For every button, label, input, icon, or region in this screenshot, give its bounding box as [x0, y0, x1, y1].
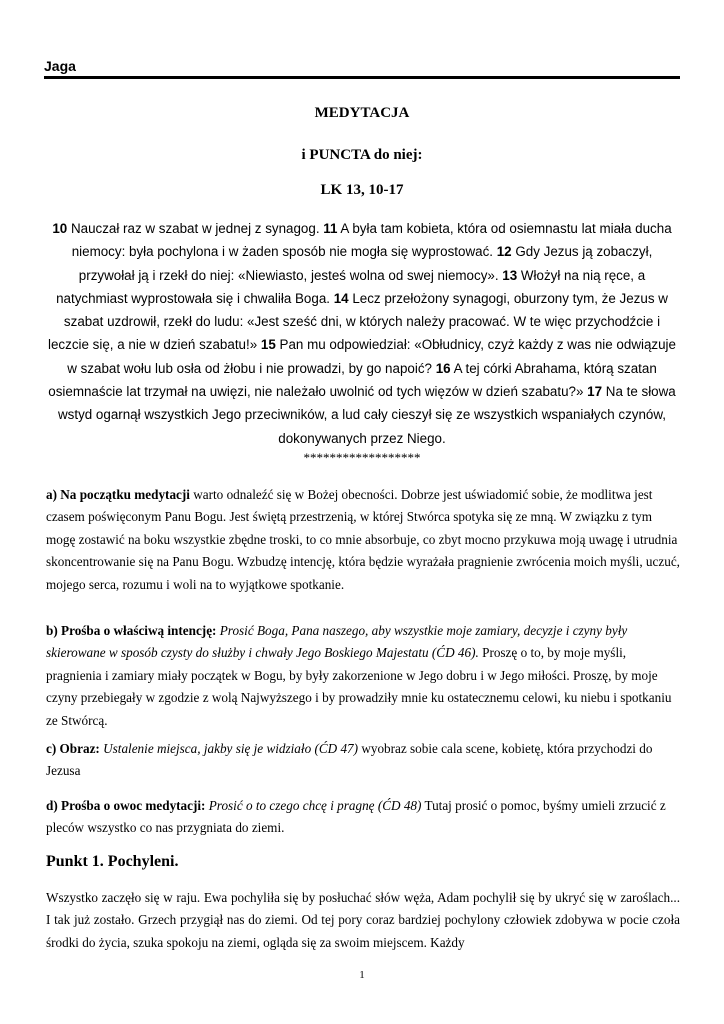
title-meditation: MEDYTACJA	[314, 105, 410, 121]
section-c-text: wyobraz sobie cala scene, kobietę, która przychodzi do Jezusa	[46, 741, 653, 779]
verse-text: Nauczał raz w szabat w jednej z synagog.	[67, 221, 324, 236]
section-c	[46, 738, 680, 783]
verse-text: Lecz przełożony synagogi, oburzony tym, że Jezus w szabat uzdrowił, rzekł do ludu: «Jest sześć dni, w których należy pracować. W te więc przychodźcie i leczcie się, a nie w dzień szabatu!»	[48, 290, 668, 353]
section-b	[46, 620, 680, 732]
scripture-passage	[42, 217, 682, 450]
verse-number: 12	[496, 244, 512, 260]
section-b-text: Proszę o to, by moje myśli, pragnienia i zamiary miały początek w Bogu, by były zakorzenione w Jego dobru i w Jego miłości. Proszę, by moje czyny przebiegały w zgodzie z wolą Najwyższego i by prowadziły mnie ku ostatecznemu celowi, ku niebu i spotkaniu ze Stwórcą.	[46, 645, 672, 728]
verse-text: A tej córki Abrahama, którą szatan osiemnaście lat trzymał na uwięzi, nie należało uwolnić od tych więzów w dzień szabatu?»	[48, 360, 657, 400]
section-c-label: c) Obraz:	[46, 741, 100, 756]
verse-number: 15	[260, 337, 276, 353]
verse-number: 11	[323, 221, 338, 236]
verse-text: A była tam kobieta, która od osiemnastu lat miała ducha niemocy: była pochylona i w żaden sposób nie mogła się wyprostować.	[71, 221, 672, 260]
separator: ******************	[303, 450, 421, 465]
verse-number: 13	[502, 267, 518, 283]
title-puncta: i PUNCTA do niej:	[301, 147, 423, 163]
verse-text: Na te słowa wstyd ogarnął wszystkich Jego przeciwników, a lud cały cieszył się ze wszystkich wspaniałych czynów, dokonywanych przez Niego.	[57, 384, 676, 446]
verse-number: 16	[435, 360, 451, 376]
section-d	[46, 795, 680, 840]
page-header	[44, 58, 680, 75]
section-d-italic: Prosić o to czego chcę i pragnę (ĆD 48)	[205, 798, 422, 813]
section-d-label: d) Prośba o owoc medytacji:	[46, 798, 206, 813]
verse-number: 10	[52, 221, 68, 236]
section-a-text: warto odnaleźć się w Bożej obecności. Dobrze jest uświadomić sobie, że modlitwa jest czasem poświęconym Panu Bogu. Jest świętą przestrzenią, w której Stwórca spotyka się ze mną. W związku z tym mogę zostawić na boku wszystkie zbędne troski, to co mnie absorbuje, co zbyt mocno przykuwa moją uwagę i utrudnia skoncentrowanie się na Panu Bogu. Wzbudzę intencję, która będzie wyrażała pragnienie zwrócenia moich myśli, uczuć, mojego serca, rozumu i woli na to wyjątkowe spotkanie.	[46, 487, 680, 592]
punkt-1-text: Wszystko zaczęło się w raju. Ewa pochyliła się by posłuchać słów węża, Adam pochylił się by ukryć się w zaroślach... I tak już zostało. Grzech przygiął nas do ziemi. Od tej pory coraz bardziej pochylony człowiek zdobywa w pocie czoła środki do życia, szuka spokoju na ziemi, ogląda się za swoim miejscem. Każdy	[46, 890, 680, 950]
section-b-label: b) Prośba o właściwą intencję:	[46, 623, 217, 638]
verse-text: Pan mu odpowiedział: «Obłudnicy, czyż każdy z was nie odwiązuje w szabat wołu lub osła od żłobu i nie prowadzi, by go napoić?	[67, 337, 676, 376]
verse-number: 14	[333, 290, 349, 306]
verse-text: Gdy Jezus ją zobaczył, przywołał ją i rzekł do niej: «Niewiasto, jesteś wolna od swej niemocy».	[78, 244, 653, 283]
verse-number: 17	[587, 384, 603, 400]
section-b-italic: Prosić Boga, Pana naszego, aby wszystkie moje zamiary, decyzje i czyny były skierowane w sposób czysty do służby i chwały Jego Boskiego Majestatu (ĆD 46).	[46, 623, 628, 661]
header-rule	[44, 76, 680, 79]
header-title: Jaga	[44, 58, 76, 74]
section-d-text: Tutaj prosić o pomoc, byśmy umieli zrzucić z pleców wszystko co nas przygniata do ziemi.	[46, 798, 666, 836]
title-reference: LK 13, 10-17	[320, 182, 404, 198]
section-c-italic: Ustalenie miejsca, jakby się je widziało (ĆD 47)	[99, 741, 359, 756]
section-a-label: a) Na początku medytacji	[46, 487, 190, 502]
section-a	[46, 484, 680, 596]
verse-text: Włożył na nią ręce, a natychmiast wyprostowała się i chwaliła Boga.	[56, 267, 646, 306]
page-number: 1	[359, 969, 365, 981]
punkt-1-heading: Punkt 1. Pochyleni.	[46, 853, 179, 870]
